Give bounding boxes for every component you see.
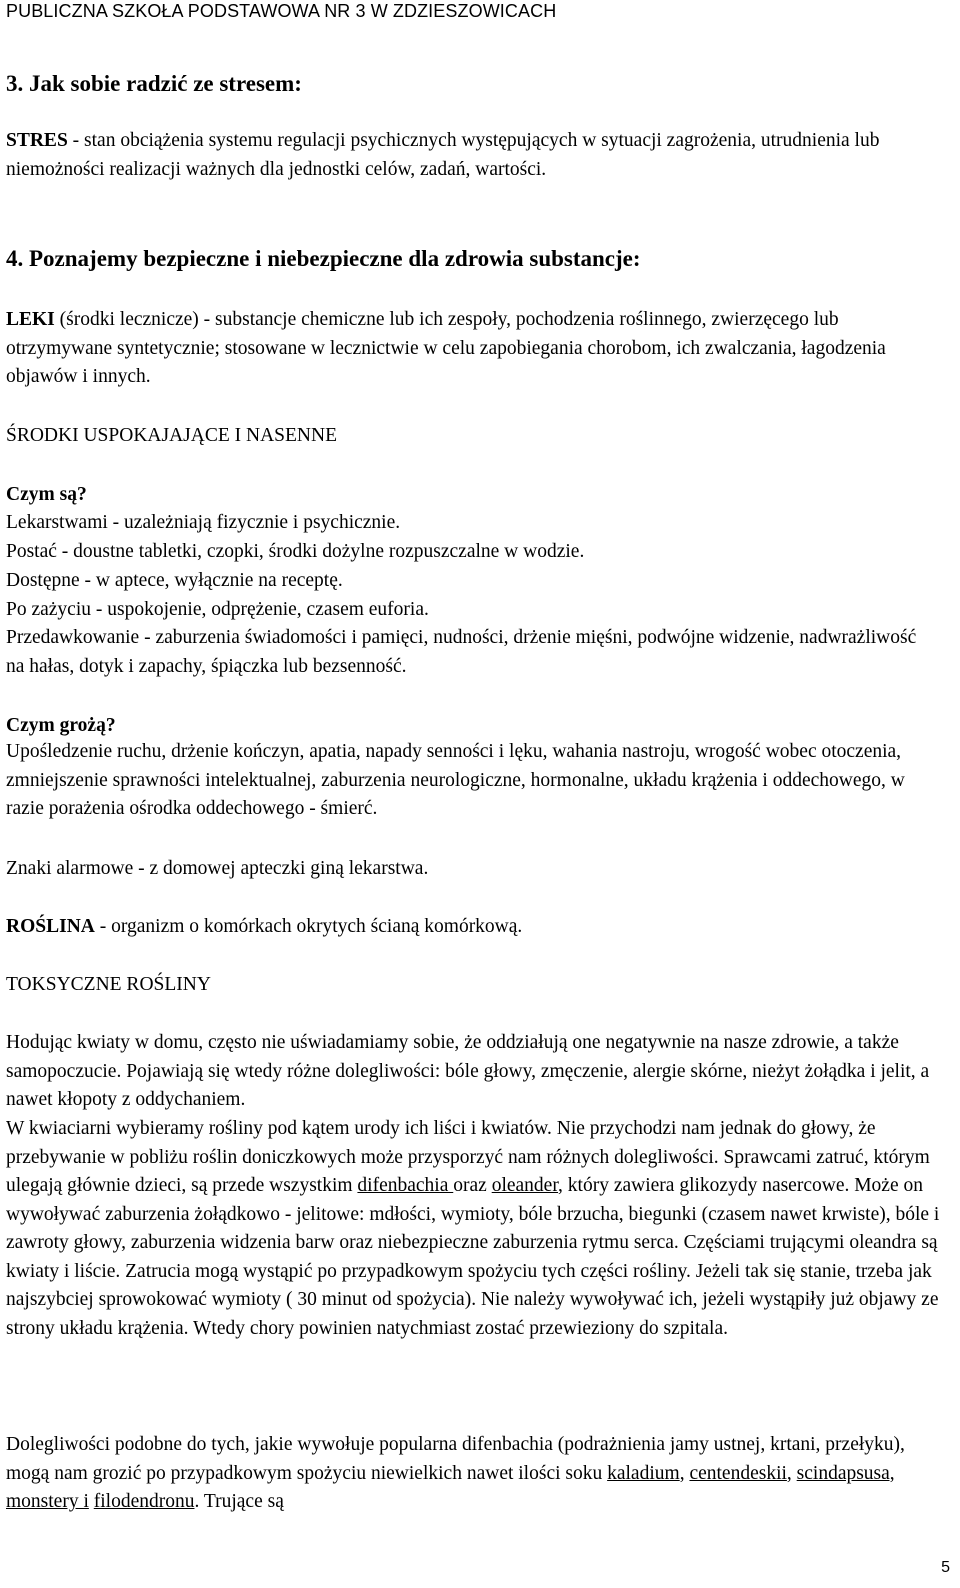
oleander-link[interactable]: oleander — [491, 1175, 559, 1196]
plant-term: ROŚLINA — [6, 916, 95, 937]
sedatives-line-1: Lekarstwami - uzależniają fizycznie i psychicznie. — [6, 512, 401, 533]
sedatives-line-3: Dostępne - w aptece, wyłącznie na receptę. — [6, 570, 343, 591]
filodendronu-link[interactable]: filodendronu — [93, 1491, 195, 1512]
toxic-plants-heading: TOKSYCZNE ROŚLINY — [6, 974, 211, 995]
monstery-link[interactable]: monstery i — [6, 1491, 89, 1512]
sedatives-line-4: Po zażyciu - uspokojenie, odprężenie, czasem euforia. — [6, 599, 429, 620]
threat-heading: Czym grożą? — [6, 715, 116, 736]
toxic-paragraph-3 — [6, 1431, 931, 1517]
alarm-signs: Znaki alarmowe - z domowej apteczki giną lekarstwa. — [6, 858, 429, 879]
toxic-paragraph-3-start: Dolegliwości podobne do tych, jakie wywołuje popularna difenbachia (podrażnienia jamy ustnej, krtani, przełyku), mogą nam grozić po przypadkowym spożyciu niewielkich nawet ilości soku — [6, 1434, 905, 1484]
toxic-paragraph-2-or: oraz — [453, 1175, 492, 1196]
toxic-paragraph-2-rest: , który zawiera glikozydy nasercowe. Może on wywoływać zaburzenia żołądkowo - jelitowe: mdłości, wymioty, bóle brzucha, biegunki (czasem nawet krwiste), bóle i zawroty głowy, zaburzenia widzenia barw oraz niebezpieczne zaburzenia rytmu serca. Częściami trującymi oleandra są kwiaty i liście. Zatrucia mogą wystąpić po przypadkowym spożyciu tych części rośliny. Jeżeli tak się stanie, trzeba jak najszybciej sprowokować wymioty ( 30 minut od spożycia). Nie należy wywoływać ich, jeżeli wystąpiły już objawy ze strony układu krążenia. Wtedy chory powinien natychmiast zostać przewieziony do szpitala. — [6, 1175, 940, 1339]
toxic-paragraph-2 — [6, 1115, 954, 1343]
sedatives-heading: ŚRODKI USPOKAJAJĄCE I NASENNE — [6, 425, 337, 446]
plant-definition-text: - organizm o komórkach okrytych ścianą komórkową. — [94, 916, 523, 937]
stress-definition-text: - stan obciążenia systemu regulacji psychicznych występujących w sytuacji zagrożenia, utrudnienia lub niemożności realizacji ważnych dla jednostki celów, zadań, wartości. — [6, 130, 880, 180]
plant-definition — [6, 913, 522, 941]
drugs-definition — [6, 306, 941, 392]
sedatives-line-5: Przedawkowanie - zaburzenia świadomości i pamięci, nudności, drżenie mięśni, podwójne widzenie, nadwrażliwość na hałas, dotyk i zapachy, śpiączka lub bezsenność. — [6, 627, 917, 677]
centendeskii-link[interactable]: centendeskii — [689, 1462, 787, 1484]
section-3-title: 3. Jak sobie radzić ze stresem: — [6, 71, 302, 96]
stress-term: STRES — [6, 130, 68, 151]
drugs-definition-text: (środki lecznicze) - substancje chemiczne lub ich zespoły, pochodzenia roślinnego, zwierzęcego lub otrzymywane syntetycznie; stosowane w lecznictwie w celu zapobiegania chorobom, ich zwalczania, łagodzenia objawów i innych. — [6, 309, 886, 387]
drugs-term: LEKI — [6, 309, 55, 330]
threat-text: Upośledzenie ruchu, drżenie kończyn, apatia, napady senności i lęku, wahania nastroju, wrogość wobec otoczenia, zmniejszenie sprawności intelektualnej, zaburzenia neurologiczne, hormonalne, układu krążenia i oddechowego, w razie porażenia ośrodka oddechowego - śmierć. — [6, 741, 905, 819]
stress-definition — [6, 127, 886, 184]
section-4-title: 4. Poznajemy bezpieczne i niebezpieczne dla zdrowia substancje: — [6, 246, 641, 271]
sedatives-line-2: Postać - doustne tabletki, czopki, środki dożylne rozpuszczalne w wodzie. — [6, 541, 585, 562]
difenbachia-link[interactable]: difenbachia — [357, 1175, 454, 1196]
toxic-paragraph-2-start: W kwiaciarni wybieramy rośliny pod kątem urody ich liści i kwiatów. Nie przychodzi nam jednak do głowy, że przebywanie w pobliżu roślin doniczkowych może przysporzyć nam różnych dolegliwości. Sprawcami zatruć, którym ulegają głównie dzieci, są przede wszystkim — [6, 1118, 930, 1196]
separator: , — [786, 1462, 797, 1484]
toxic-paragraph-1: Hodując kwiaty w domu, często nie uświadamiamy sobie, że oddziałują one negatywnie na nasze zdrowie, a także samopoczucie. Pojawiają się wtedy różne dolegliwości: bóle głowy, zmęczenie, alergie skórne, nieżyt żołądka i jelit, a nawet kłopoty z oddychaniem. — [6, 1032, 930, 1110]
school-header: PUBLICZNA SZKOŁA PODSTAWOWA NR 3 W ZDZIESZOWICACH — [6, 1, 557, 21]
kaladium-link[interactable]: kaladium — [607, 1462, 680, 1484]
what-are-they-heading: Czym są? — [6, 484, 87, 505]
separator: , — [679, 1462, 690, 1484]
page-number: 5 — [941, 1559, 950, 1576]
scindapsusa-link[interactable]: scindapsusa, — [796, 1462, 895, 1484]
toxic-paragraph-3-end: . Trujące są — [194, 1491, 284, 1512]
